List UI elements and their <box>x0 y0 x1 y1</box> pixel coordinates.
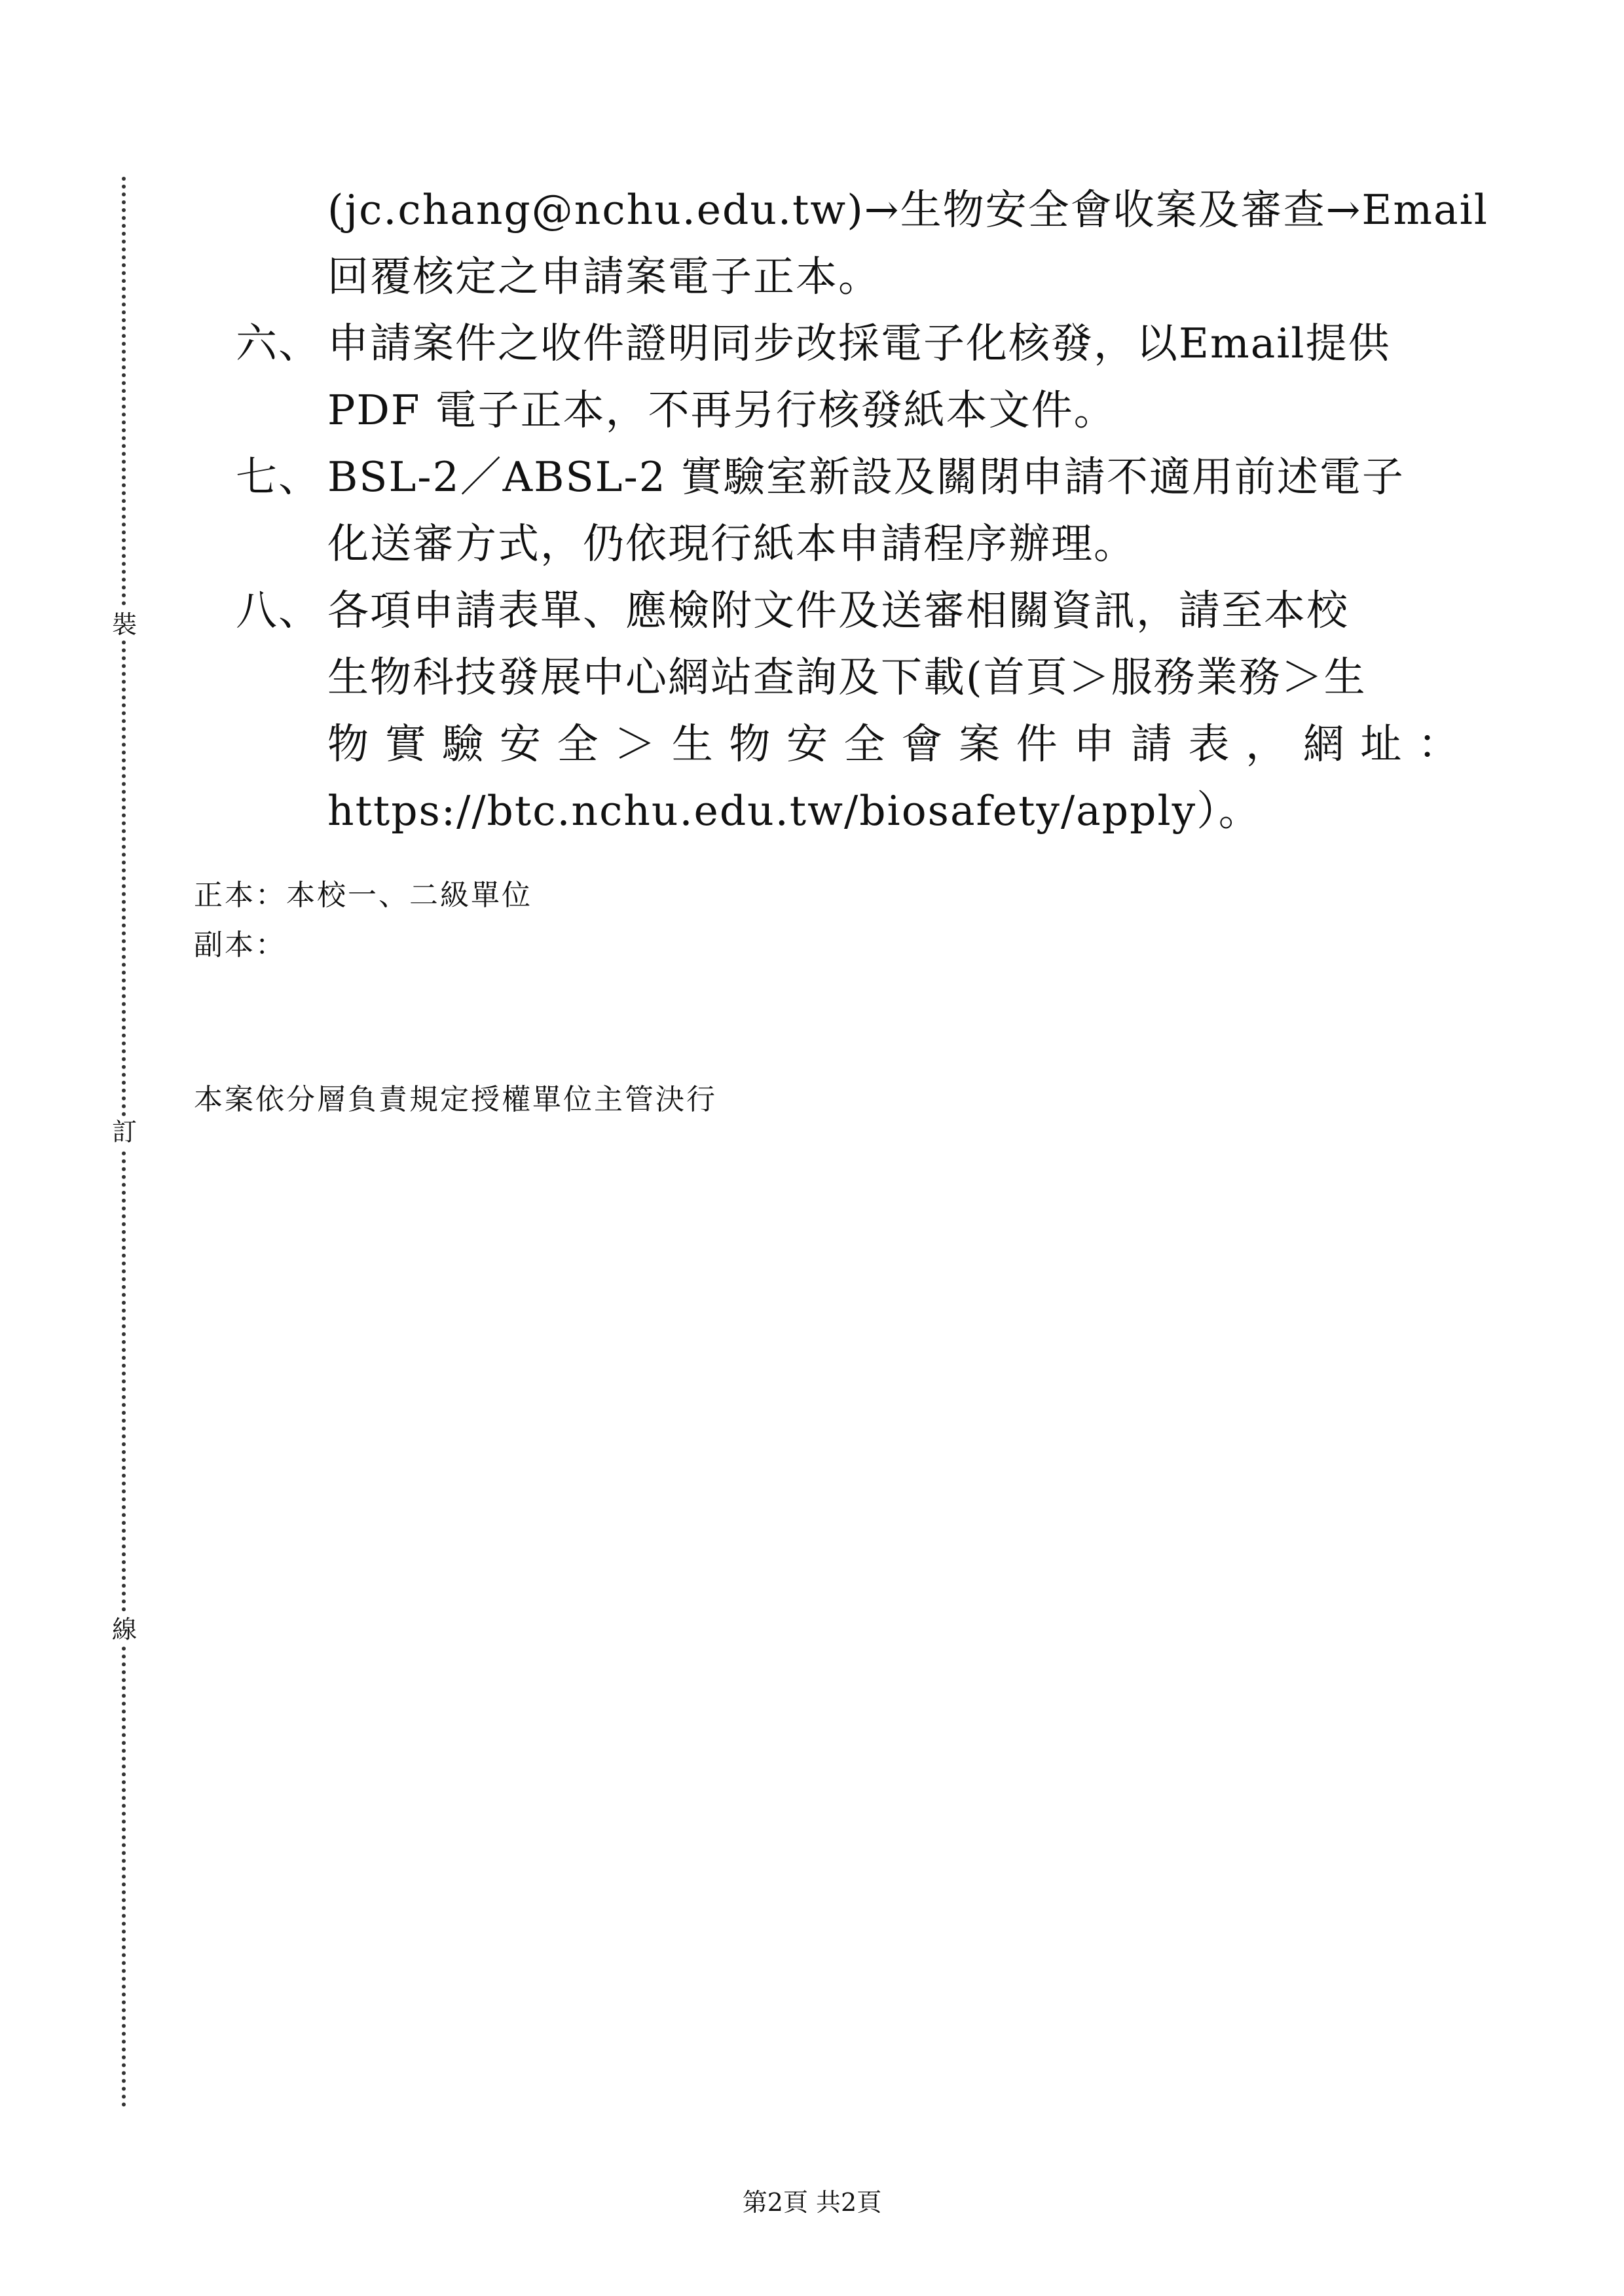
continued-item-line-1: (jc.chang@nchu.edu.tw)→生物安全會收案及審查→Email <box>327 186 1488 234</box>
item-seven <box>236 444 1460 511</box>
binding-char-zhuang: 裝 <box>109 609 140 640</box>
page-indicator: 第2頁 共2頁 <box>742 2188 882 2217</box>
binding-char-ding: 訂 <box>109 1116 140 1148</box>
continued-item-line-2: 回覆核定之申請案電子正本。 <box>327 253 881 301</box>
document-body <box>236 177 1488 845</box>
item-text-line-url: https://btc.nchu.edu.tw/biosafety/apply）。 <box>327 787 1261 835</box>
item-number: 七、 <box>236 453 321 501</box>
binding-char-xian: 線 <box>109 1614 140 1645</box>
item-number: 六、 <box>236 319 321 367</box>
item-six <box>236 310 1460 377</box>
item-text-line: BSL-2／ABSL-2 實驗室新設及關閉申請不適用前述電子 <box>327 453 1405 501</box>
distribution-block <box>194 871 532 970</box>
item-number: 八、 <box>236 587 321 634</box>
item-text-line: 物實驗安全＞生物安全會案件申請表，網址： <box>327 720 1460 768</box>
distribution-copy: 副本： <box>194 928 286 962</box>
item-text-line: 化送審方式，仍依現行紙本申請程序辦理。 <box>327 520 1136 568</box>
item-text-line: 生物科技發展中心網站查詢及下載(首頁＞服務業務＞生 <box>327 653 1367 701</box>
item-text-line: 各項申請表單、應檢附文件及送審相關資訊，請至本校 <box>327 587 1349 634</box>
item-text-line: 申請案件之收件證明同步改採電子化核發，以Email提供 <box>327 319 1391 367</box>
authorization-note: 本案依分層負責規定授權單位主管決行 <box>194 1083 717 1116</box>
item-text-line: PDF 電子正本，不再另行核發紙本文件。 <box>327 386 1116 434</box>
distribution-original: 正本：本校一、二級單位 <box>194 879 532 912</box>
item-eight <box>236 577 1460 644</box>
